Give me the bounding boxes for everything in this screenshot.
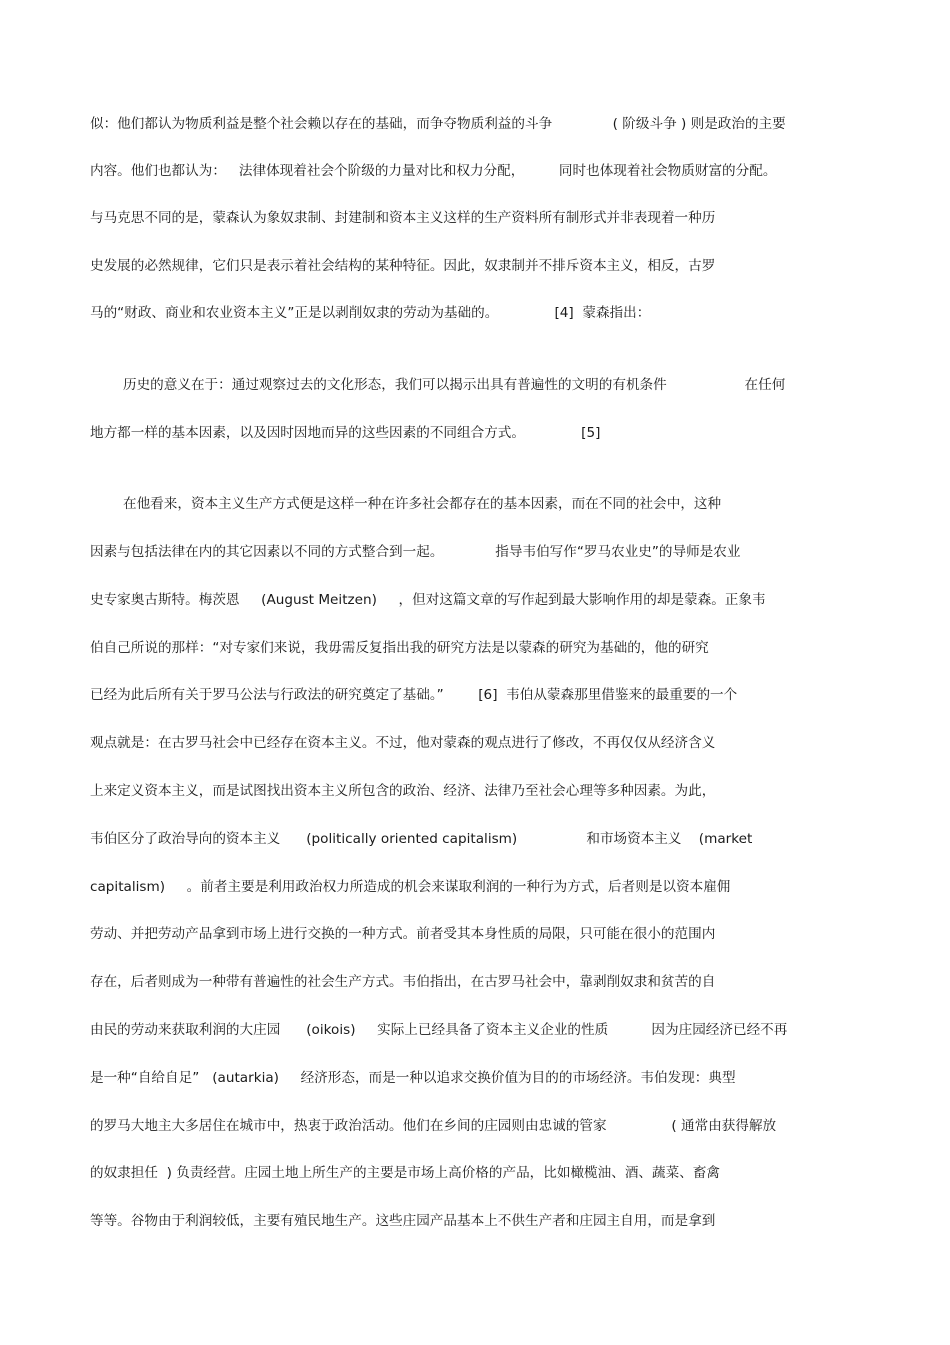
text-line: 由民的劳动来获取利润的大庄园 (oikois) 实际上已经具备了资本主义企业的性质 因为庄园经济已经不再: [90, 1022, 788, 1038]
text-line: 韦伯区分了政治导向的资本主义 (politically oriented capitalism) 和市场资本主义 (market: [90, 831, 753, 847]
text-line: 的奴隶担任 ) 负责经营。庄园土地上所生产的主要是市场上高价格的产品，比如橄榄油、酒、蔬菜、畜禽: [90, 1165, 720, 1181]
text-line: 已经为此后所有关于罗马公法与行政法的研究奠定了基础。” [6] 韦伯从蒙森那里借鉴来的最重要的一个: [90, 687, 738, 703]
text-line: 史专家奥古斯特。梅茨恩 (August Meitzen) ，但对这篇文章的写作起到最大影响作用的却是蒙森。正象韦: [90, 592, 766, 608]
text-line: 等等。谷物由于利润较低，主要有殖民地生产。这些庄园产品基本上不供生产者和庄园主自用，而是拿到: [90, 1213, 716, 1229]
text-line: 与马克思不同的是，蒙森认为象奴隶制、封建制和资本主义这样的生产资料所有制形式并非表现着一种历: [90, 210, 716, 226]
text-line: 劳动、并把劳动产品拿到市场上进行交换的一种方式。前者受其本身性质的局限，只可能在很小的范围内: [90, 926, 716, 942]
text-line: 观点就是：在古罗马社会中已经存在资本主义。不过，他对蒙森的观点进行了修改，不再仅仅从经济含义: [90, 735, 716, 751]
text-line: 是一种“自给自足” (autarkia) 经济形态，而是一种以追求交换价值为目的的市场经济。韦伯发现：典型: [90, 1070, 736, 1086]
text-line: 伯自己所说的那样：“对专家们来说，我毋需反复指出我的研究方法是以蒙森的研究为基础的，他的研究: [90, 640, 709, 656]
text-line: 内容。他们也都认为： 法律体现着社会个阶级的力量对比和权力分配， 同时也体现着社会物质财富的分配。: [90, 163, 777, 179]
text-line: capitalism) 。前者主要是利用政治权力所造成的机会来谋取利润的一种行为方式，后者则是以资本雇佣: [90, 879, 731, 895]
text-line: 存在，后者则成为一种带有普遍性的社会生产方式。韦伯指出，在古罗马社会中，靠剥削奴隶和贫苦的自: [90, 974, 716, 990]
text-line: 因素与包括法律在内的其它因素以不同的方式整合到一起。 指导韦伯写作“罗马农业史”的导师是农业: [90, 544, 741, 560]
text-line: 的罗马大地主大多居住在城市中，热衷于政治活动。他们在乡间的庄园则由忠诚的管家 ( 通常由获得解放: [90, 1118, 777, 1134]
quote-line: 地方都一样的基本因素，以及因时因地而异的这些因素的不同组合方式。 [5]: [90, 425, 601, 441]
text-line: 史发展的必然规律，它们只是表示着社会结构的某种特征。因此，奴隶制并不排斥资本主义，相反，古罗: [90, 258, 716, 274]
text-line: 在他看来，资本主义生产方式便是这样一种在许多社会都存在的基本因素，而在不同的社会中，这种: [123, 496, 722, 512]
text-line: 马的“财政、商业和农业资本主义”正是以剥削奴隶的劳动为基础的。 [4] 蒙森指出：: [90, 305, 651, 321]
quote-line: 历史的意义在于：通过观察过去的文化形态，我们可以揭示出具有普遍性的文明的有机条件 在任何: [123, 377, 786, 393]
text-line: 上来定义资本主义，而是试图找出资本主义所包含的政治、经济、法律乃至社会心理等多种因素。为此，: [90, 783, 716, 799]
text-line: 似：他们都认为物质利益是整个社会赖以存在的基础，而争夺物质利益的斗争 ( 阶级斗争 ) 则是政治的主要: [90, 116, 786, 132]
